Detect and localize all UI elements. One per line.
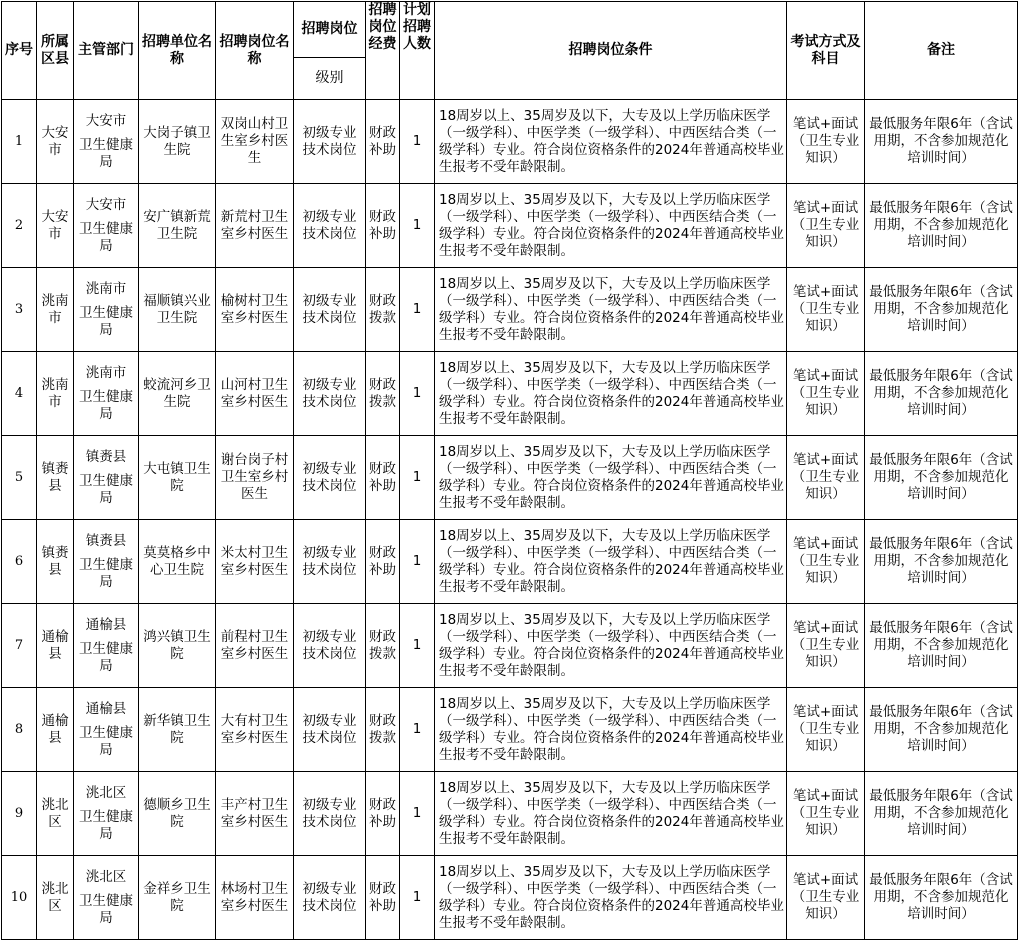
cell-note: 最低服务年限6年（含试用期，不含参加规范化培训时间） <box>865 436 1018 520</box>
cell-position: 林场村卫生室乡村医生 <box>216 856 294 940</box>
cell-funding: 财政补助 <box>366 436 400 520</box>
cell-level: 初级专业技术岗位 <box>294 520 366 604</box>
cell-conditions: 18周岁以上、35周岁及以下，大专及以上学历临床医学（一级学科）、中医学类（一级学科）、中西医结合类（一级学科）专业。符合岗位资格条件的2024年普通高校毕业生报考不受年龄限制。 <box>435 100 787 184</box>
header-position-level-top: 招聘岗位 <box>294 2 365 58</box>
cell-dept-bureau: 卫生健康局 <box>79 304 133 338</box>
header-plan: 计划招聘人数 <box>400 2 435 100</box>
cell-plan: 1 <box>400 184 435 268</box>
cell-position: 山河村卫生室乡村医生 <box>216 352 294 436</box>
cell-plan: 1 <box>400 856 435 940</box>
cell-dept-name: 通榆县 <box>85 616 127 633</box>
cell-dept <box>74 856 139 940</box>
cell-exam: 笔试+面试（卫生专业知识） <box>787 772 865 856</box>
cell-dept-bureau: 卫生健康局 <box>79 724 133 758</box>
cell-position: 大有村卫生室乡村医生 <box>216 688 294 772</box>
cell-dept-bureau: 卫生健康局 <box>79 640 133 674</box>
cell-plan: 1 <box>400 688 435 772</box>
cell-unit: 德顺乡卫生院 <box>139 772 216 856</box>
cell-dept-name: 大安市 <box>85 196 127 213</box>
table-body <box>2 100 1018 940</box>
cell-funding: 财政拨款 <box>366 604 400 688</box>
cell-dept-bureau: 卫生健康局 <box>79 808 133 842</box>
cell-funding: 财政补助 <box>366 856 400 940</box>
cell-plan: 1 <box>400 352 435 436</box>
cell-seq: 8 <box>2 688 37 772</box>
cell-note: 最低服务年限6年（含试用期，不含参加规范化培训时间） <box>865 520 1018 604</box>
cell-dept-name: 洮南市 <box>85 280 127 297</box>
table-row <box>2 184 1018 268</box>
header-county: 所属区县 <box>37 2 74 100</box>
cell-dept-bureau: 卫生健康局 <box>79 892 133 926</box>
cell-position: 新荒村卫生室乡村医生 <box>216 184 294 268</box>
cell-funding: 财政补助 <box>366 100 400 184</box>
cell-level: 初级专业技术岗位 <box>294 436 366 520</box>
header-funding: 招聘岗位经费 <box>366 2 400 100</box>
cell-dept-name: 通榆县 <box>85 700 127 717</box>
cell-conditions: 18周岁以上、35周岁及以下，大专及以上学历临床医学（一级学科）、中医学类（一级学科）、中西医结合类（一级学科）专业。符合岗位资格条件的2024年普通高校毕业生报考不受年龄限制。 <box>435 436 787 520</box>
cell-county: 洮北区 <box>37 772 74 856</box>
table-row <box>2 688 1018 772</box>
cell-level: 初级专业技术岗位 <box>294 268 366 352</box>
cell-unit: 大屯镇卫生院 <box>139 436 216 520</box>
cell-funding: 财政补助 <box>366 772 400 856</box>
header-conditions: 招聘岗位条件 <box>435 2 787 100</box>
recruitment-table <box>1 1 1018 940</box>
cell-position: 丰产村卫生室乡村医生 <box>216 772 294 856</box>
cell-dept-name: 镇赉县 <box>85 532 127 549</box>
cell-level: 初级专业技术岗位 <box>294 184 366 268</box>
cell-note: 最低服务年限6年（含试用期，不含参加规范化培训时间） <box>865 352 1018 436</box>
cell-seq: 2 <box>2 184 37 268</box>
header-position-level <box>294 2 366 100</box>
cell-exam: 笔试+面试（卫生专业知识） <box>787 184 865 268</box>
cell-dept <box>74 436 139 520</box>
cell-seq: 1 <box>2 100 37 184</box>
cell-county: 大安市 <box>37 100 74 184</box>
cell-conditions: 18周岁以上、35周岁及以下，大专及以上学历临床医学（一级学科）、中医学类（一级学科）、中西医结合类（一级学科）专业。符合岗位资格条件的2024年普通高校毕业生报考不受年龄限制。 <box>435 772 787 856</box>
header-note: 备注 <box>865 2 1018 100</box>
cell-note: 最低服务年限6年（含试用期，不含参加规范化培训时间） <box>865 856 1018 940</box>
cell-dept-bureau: 卫生健康局 <box>79 136 133 170</box>
cell-dept-bureau: 卫生健康局 <box>79 220 133 254</box>
cell-exam: 笔试+面试（卫生专业知识） <box>787 268 865 352</box>
cell-conditions: 18周岁以上、35周岁及以下，大专及以上学历临床医学（一级学科）、中医学类（一级学科）、中西医结合类（一级学科）专业。符合岗位资格条件的2024年普通高校毕业生报考不受年龄限制。 <box>435 604 787 688</box>
cell-unit: 新华镇卫生院 <box>139 688 216 772</box>
cell-note: 最低服务年限6年（含试用期，不含参加规范化培训时间） <box>865 268 1018 352</box>
cell-dept <box>74 772 139 856</box>
cell-exam: 笔试+面试（卫生专业知识） <box>787 100 865 184</box>
cell-position: 榆树村卫生室乡村医生 <box>216 268 294 352</box>
cell-dept-name: 洮北区 <box>85 784 127 801</box>
cell-dept <box>74 604 139 688</box>
header-row <box>2 2 1018 100</box>
cell-note: 最低服务年限6年（含试用期，不含参加规范化培训时间） <box>865 604 1018 688</box>
cell-seq: 6 <box>2 520 37 604</box>
cell-seq: 7 <box>2 604 37 688</box>
table-row <box>2 352 1018 436</box>
cell-level: 初级专业技术岗位 <box>294 100 366 184</box>
header-unit: 招聘单位名称 <box>139 2 216 100</box>
table-row <box>2 268 1018 352</box>
cell-conditions: 18周岁以上、35周岁及以下，大专及以上学历临床医学（一级学科）、中医学类（一级学科）、中西医结合类（一级学科）专业。符合岗位资格条件的2024年普通高校毕业生报考不受年龄限制。 <box>435 520 787 604</box>
cell-level: 初级专业技术岗位 <box>294 604 366 688</box>
cell-seq: 9 <box>2 772 37 856</box>
cell-level: 初级专业技术岗位 <box>294 772 366 856</box>
cell-position: 前程村卫生室乡村医生 <box>216 604 294 688</box>
cell-position: 双岗山村卫生室乡村医生 <box>216 100 294 184</box>
cell-county: 洮南市 <box>37 268 74 352</box>
cell-note: 最低服务年限6年（含试用期，不含参加规范化培训时间） <box>865 184 1018 268</box>
table-row <box>2 436 1018 520</box>
cell-funding: 财政拨款 <box>366 352 400 436</box>
cell-unit: 大岗子镇卫生院 <box>139 100 216 184</box>
cell-funding: 财政补助 <box>366 520 400 604</box>
table-row <box>2 100 1018 184</box>
cell-exam: 笔试+面试（卫生专业知识） <box>787 688 865 772</box>
cell-plan: 1 <box>400 268 435 352</box>
cell-dept <box>74 688 139 772</box>
cell-level: 初级专业技术岗位 <box>294 352 366 436</box>
cell-conditions: 18周岁以上、35周岁及以下，大专及以上学历临床医学（一级学科）、中医学类（一级学科）、中西医结合类（一级学科）专业。符合岗位资格条件的2024年普通高校毕业生报考不受年龄限制。 <box>435 268 787 352</box>
cell-county: 镇赉县 <box>37 436 74 520</box>
cell-exam: 笔试+面试（卫生专业知识） <box>787 856 865 940</box>
cell-unit: 蛟流河乡卫生院 <box>139 352 216 436</box>
cell-dept <box>74 352 139 436</box>
cell-dept-bureau: 卫生健康局 <box>79 388 133 422</box>
cell-conditions: 18周岁以上、35周岁及以下，大专及以上学历临床医学（一级学科）、中医学类（一级学科）、中西医结合类（一级学科）专业。符合岗位资格条件的2024年普通高校毕业生报考不受年龄限制。 <box>435 688 787 772</box>
cell-dept-bureau: 卫生健康局 <box>79 556 133 590</box>
cell-dept-bureau: 卫生健康局 <box>79 472 133 506</box>
cell-exam: 笔试+面试（卫生专业知识） <box>787 352 865 436</box>
cell-unit: 安广镇新荒卫生院 <box>139 184 216 268</box>
cell-position: 米太村卫生室乡村医生 <box>216 520 294 604</box>
header-exam: 考试方式及科目 <box>787 2 865 100</box>
cell-plan: 1 <box>400 604 435 688</box>
cell-position: 谢台岗子村卫生室乡村医生 <box>216 436 294 520</box>
table-row <box>2 520 1018 604</box>
cell-plan: 1 <box>400 520 435 604</box>
cell-seq: 4 <box>2 352 37 436</box>
cell-plan: 1 <box>400 772 435 856</box>
cell-conditions: 18周岁以上、35周岁及以下，大专及以上学历临床医学（一级学科）、中医学类（一级学科）、中西医结合类（一级学科）专业。符合岗位资格条件的2024年普通高校毕业生报考不受年龄限制。 <box>435 856 787 940</box>
cell-dept-name: 镇赉县 <box>85 448 127 465</box>
cell-dept-name: 洮北区 <box>85 868 127 885</box>
header-position: 招聘岗位名称 <box>216 2 294 100</box>
cell-exam: 笔试+面试（卫生专业知识） <box>787 604 865 688</box>
cell-unit: 金祥乡卫生院 <box>139 856 216 940</box>
cell-county: 通榆县 <box>37 688 74 772</box>
table-row <box>2 772 1018 856</box>
cell-county: 洮北区 <box>37 856 74 940</box>
header-dept: 主管部门 <box>74 2 139 100</box>
cell-note: 最低服务年限6年（含试用期，不含参加规范化培训时间） <box>865 688 1018 772</box>
cell-dept-name: 洮南市 <box>85 364 127 381</box>
cell-level: 初级专业技术岗位 <box>294 688 366 772</box>
table-row <box>2 604 1018 688</box>
header-position-level-bottom: 级别 <box>315 70 344 86</box>
cell-county: 大安市 <box>37 184 74 268</box>
cell-funding: 财政拨款 <box>366 688 400 772</box>
cell-funding: 财政拨款 <box>366 268 400 352</box>
cell-unit: 鸿兴镇卫生院 <box>139 604 216 688</box>
cell-plan: 1 <box>400 100 435 184</box>
cell-unit: 莫莫格乡中心卫生院 <box>139 520 216 604</box>
cell-dept <box>74 268 139 352</box>
cell-dept <box>74 100 139 184</box>
cell-conditions: 18周岁以上、35周岁及以下，大专及以上学历临床医学（一级学科）、中医学类（一级学科）、中西医结合类（一级学科）专业。符合岗位资格条件的2024年普通高校毕业生报考不受年龄限制。 <box>435 184 787 268</box>
cell-seq: 10 <box>2 856 37 940</box>
cell-seq: 3 <box>2 268 37 352</box>
cell-exam: 笔试+面试（卫生专业知识） <box>787 436 865 520</box>
cell-county: 洮南市 <box>37 352 74 436</box>
cell-seq: 5 <box>2 436 37 520</box>
cell-dept <box>74 184 139 268</box>
cell-funding: 财政补助 <box>366 184 400 268</box>
cell-level: 初级专业技术岗位 <box>294 856 366 940</box>
cell-county: 通榆县 <box>37 604 74 688</box>
header-seq: 序号 <box>2 2 37 100</box>
table-row <box>2 856 1018 940</box>
cell-exam: 笔试+面试（卫生专业知识） <box>787 520 865 604</box>
cell-dept <box>74 520 139 604</box>
cell-note: 最低服务年限6年（含试用期，不含参加规范化培训时间） <box>865 100 1018 184</box>
cell-unit: 福顺镇兴业卫生院 <box>139 268 216 352</box>
cell-note: 最低服务年限6年（含试用期，不含参加规范化培训时间） <box>865 772 1018 856</box>
cell-county: 镇赉县 <box>37 520 74 604</box>
cell-dept-name: 大安市 <box>85 112 127 129</box>
cell-plan: 1 <box>400 436 435 520</box>
cell-conditions: 18周岁以上、35周岁及以下，大专及以上学历临床医学（一级学科）、中医学类（一级学科）、中西医结合类（一级学科）专业。符合岗位资格条件的2024年普通高校毕业生报考不受年龄限制。 <box>435 352 787 436</box>
